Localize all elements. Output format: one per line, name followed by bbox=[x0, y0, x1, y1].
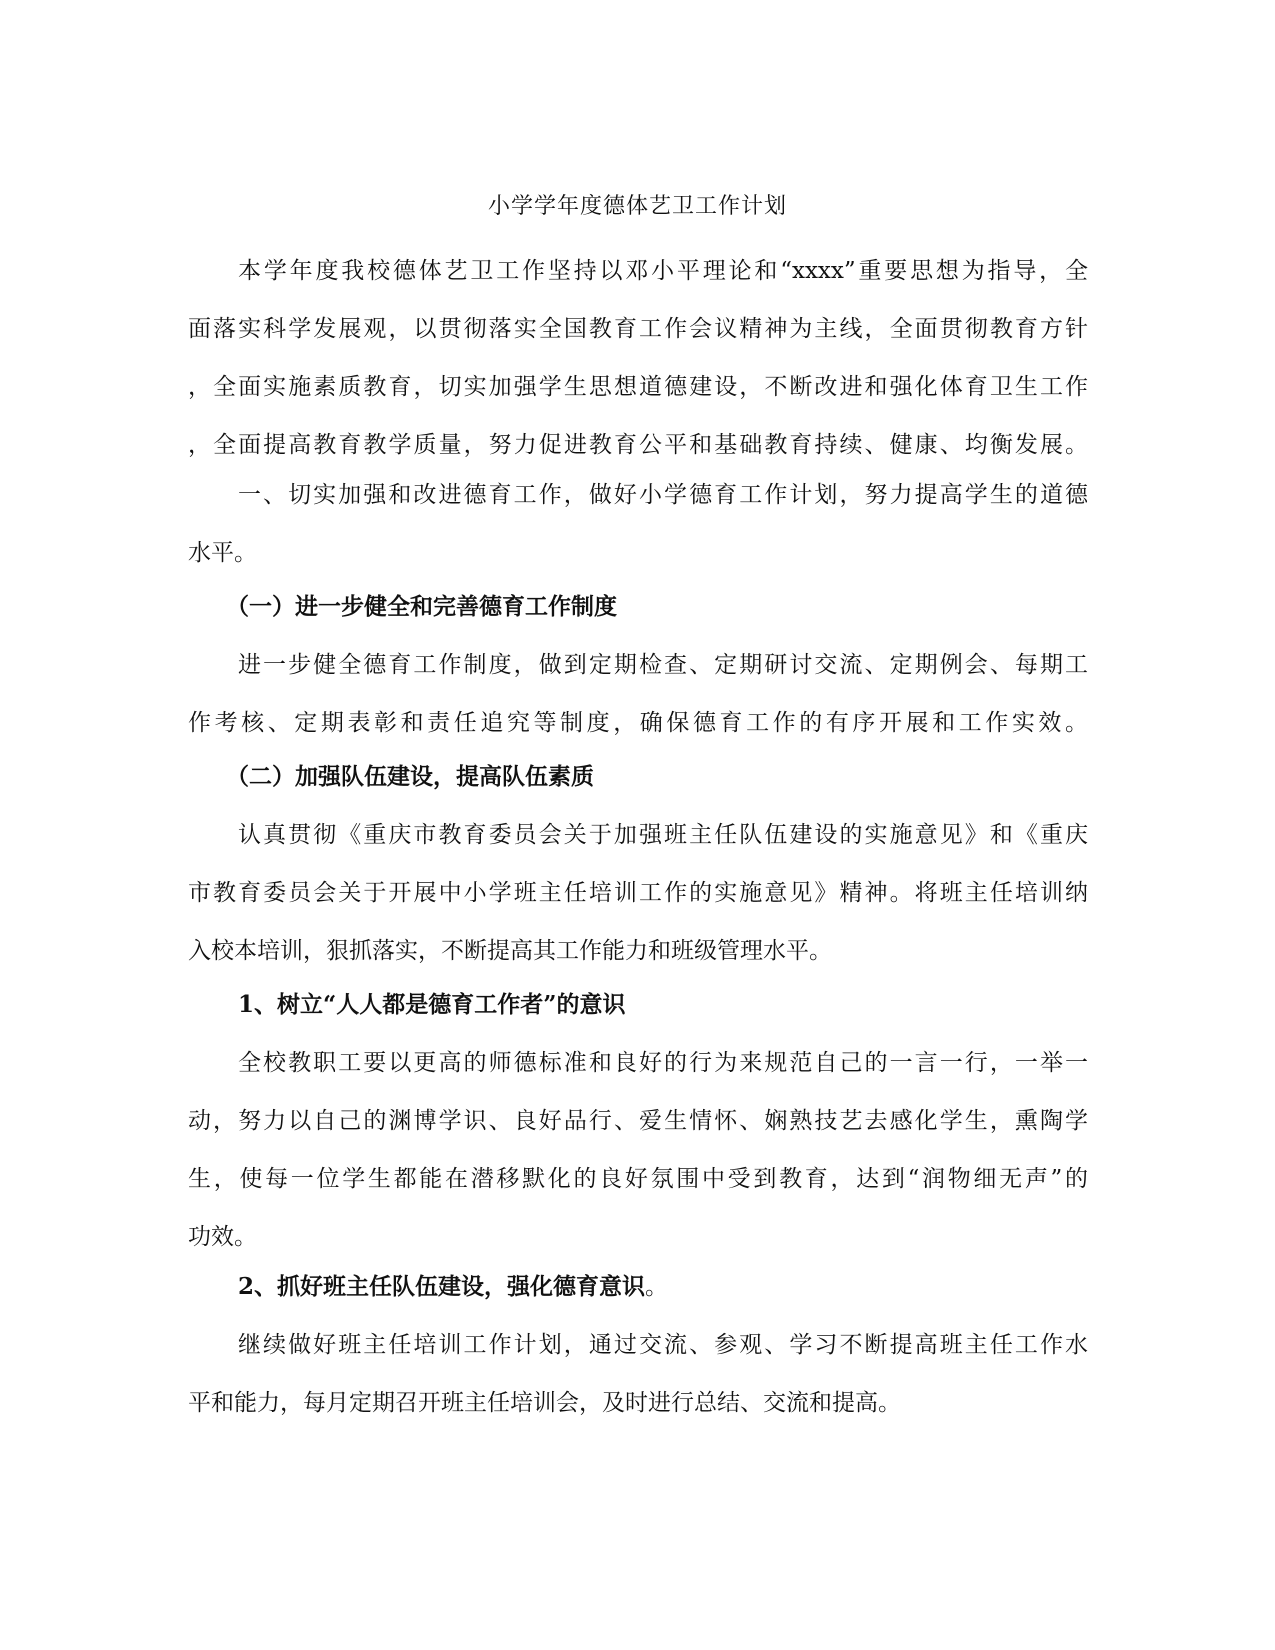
item-2 bbox=[188, 1258, 1088, 1432]
paragraph-line: 进一步健全德育工作制度，做到定期检查、定期研讨交流、定期例会、每期工 bbox=[238, 652, 1088, 678]
section-1-paragraph bbox=[188, 466, 1088, 582]
paragraph-line: 一、切实加强和改进德育工作，做好小学德育工作计划，努力提高学生的道德 bbox=[238, 482, 1088, 508]
item-2-heading-line bbox=[188, 1258, 1088, 1316]
paragraph-line: ，全面实施素质教育，切实加强学生思想道德建设，不断改进和强化体育卫生工作 bbox=[188, 374, 1088, 400]
paragraph-line: 市教育委员会关于开展中小学班主任培训工作的实施意见》精神。将班主任培训纳 bbox=[188, 880, 1088, 906]
subsection-2-heading: （二）加强队伍建设，提高队伍素质 bbox=[226, 763, 594, 790]
intro-paragraph bbox=[188, 242, 1088, 474]
subsection-1-heading: （一）进一步健全和完善德育工作制度 bbox=[226, 593, 617, 620]
item-2-heading: 2、抓好班主任队伍建设，强化德育意识 bbox=[238, 1273, 646, 1300]
item-2-heading-tail: 。 bbox=[645, 1274, 669, 1300]
paragraph-line: 入校本培训，狠抓落实，不断提高其工作能力和班级管理水平。 bbox=[188, 938, 832, 964]
document-title: 小学学年度德体艺卫工作计划 bbox=[487, 194, 787, 219]
paragraph-line: 本学年度我校德体艺卫工作坚持以邓小平理论和“xxxx”重要思想为指导，全 bbox=[238, 258, 1088, 284]
paragraph-line: 作考核、定期表彰和责任追究等制度，确保德育工作的有序开展和工作实效。 bbox=[188, 710, 1088, 736]
paragraph-line: 认真贯彻《重庆市教育委员会关于加强班主任队伍建设的实施意见》和《重庆 bbox=[238, 822, 1088, 848]
paragraph-line: 功效。 bbox=[188, 1224, 257, 1250]
paragraph-line: 平和能力，每月定期召开班主任培训会，及时进行总结、交流和提高。 bbox=[188, 1390, 901, 1416]
paragraph-line: 动，努力以自己的渊博学识、良好品行、爱生情怀、娴熟技艺去感化学生，熏陶学 bbox=[188, 1108, 1088, 1134]
paragraph-line: 全校教职工要以更高的师德标准和良好的行为来规范自己的一言一行，一举一 bbox=[238, 1050, 1088, 1076]
paragraph-line: 面落实科学发展观，以贯彻落实全国教育工作会议精神为主线，全面贯彻教育方针 bbox=[188, 316, 1088, 342]
paragraph-line: 水平。 bbox=[188, 540, 257, 566]
item-1 bbox=[188, 976, 1088, 1266]
subsection-1 bbox=[188, 578, 1088, 752]
subsection-2 bbox=[188, 748, 1088, 980]
paragraph-line: ，全面提高教育教学质量，努力促进教育公平和基础教育持续、健康、均衡发展。 bbox=[188, 432, 1088, 458]
item-1-heading: 1、树立“人人都是德育工作者”的意识 bbox=[238, 991, 626, 1018]
paragraph-line: 生，使每一位学生都能在潜移默化的良好氛围中受到教育，达到“润物细无声”的 bbox=[188, 1166, 1088, 1192]
paragraph-line: 继续做好班主任培训工作计划，通过交流、参观、学习不断提高班主任工作水 bbox=[238, 1332, 1088, 1358]
